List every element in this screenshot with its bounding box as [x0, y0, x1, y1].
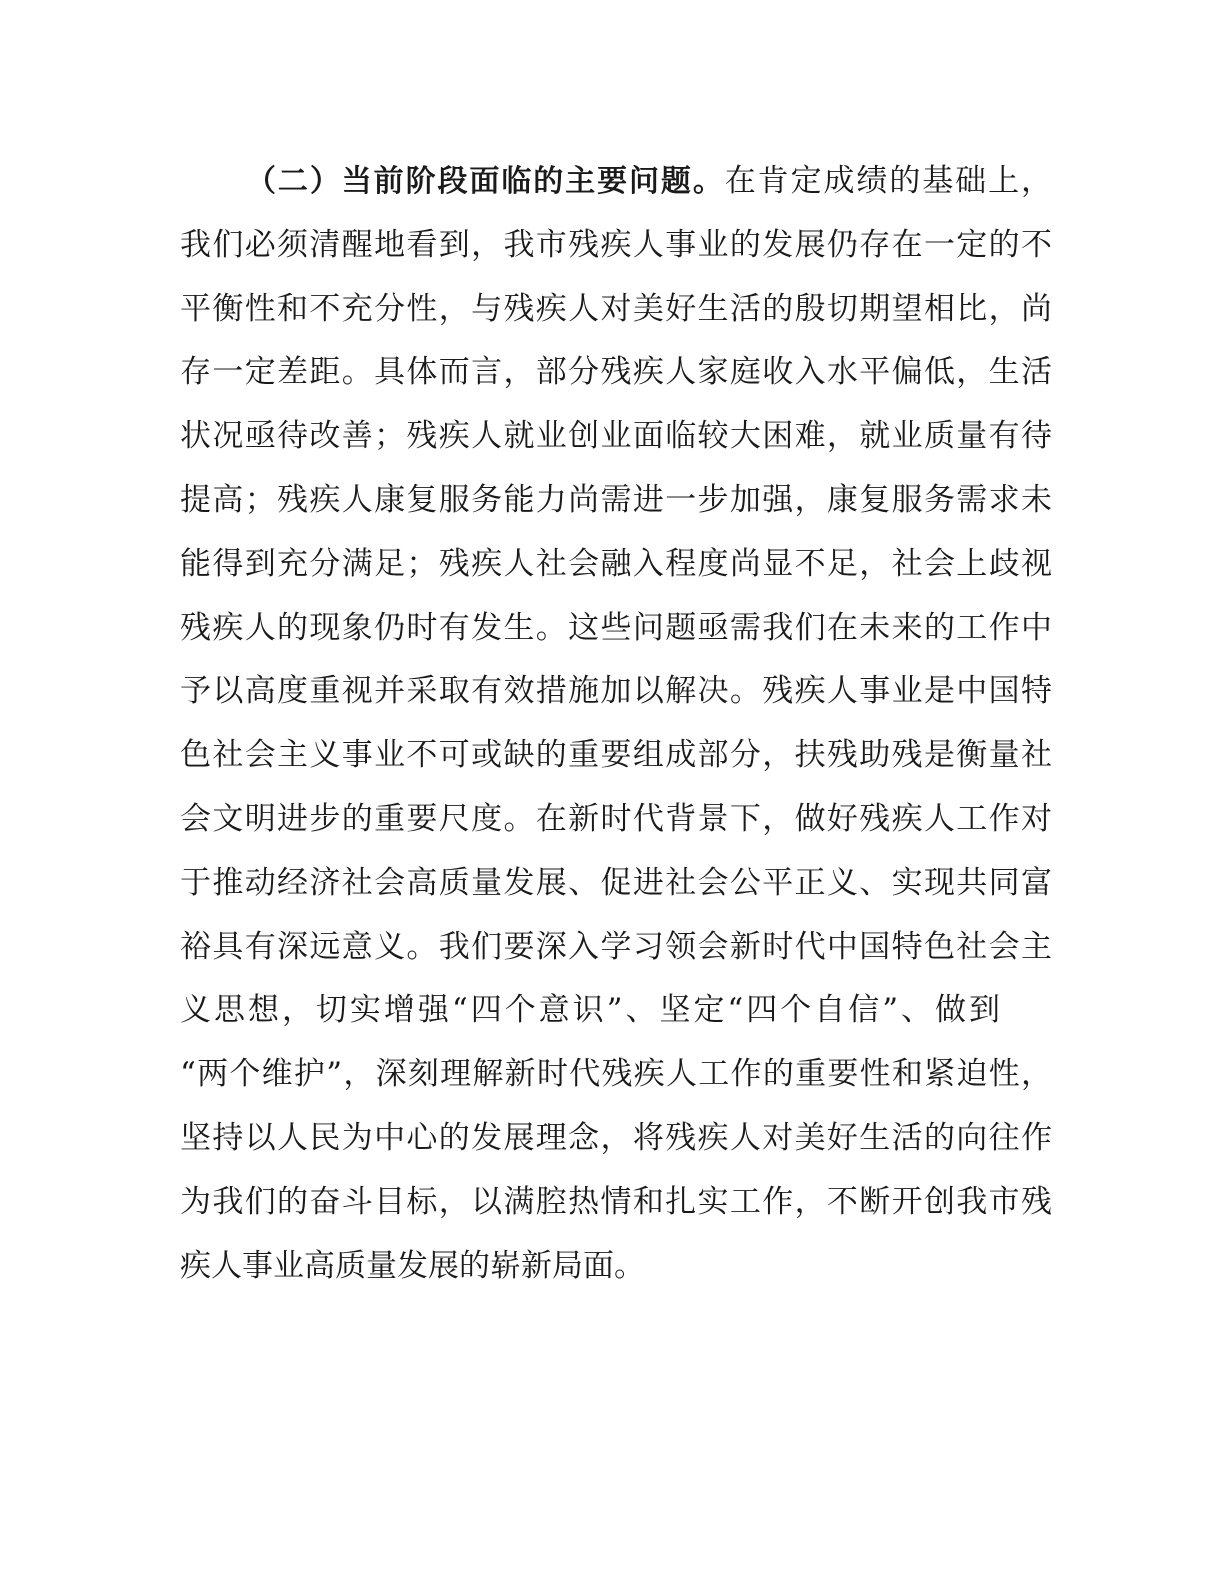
paragraph-line: 平衡性和不充分性，与残疾人对美好生活的殷切期望相比，尚 [180, 290, 1052, 327]
paragraph-line: 裕具有深远意义。我们要深入学习领会新时代中国特色社会主 [180, 928, 1052, 965]
paragraph-line: 为我们的奋斗目标，以满腔热情和扎实工作，不断开创我市残 [180, 1183, 1052, 1220]
section-heading: （二）当前阶段面临的主要问题。 [246, 164, 725, 199]
paragraph-line: 坚持以人民为中心的发展理念，将残疾人对美好生活的向往作 [180, 1119, 1052, 1156]
paragraph-line: 义思想，切实增强“四个意识”、坚定“四个自信”、做到 [180, 992, 1000, 1029]
paragraph-line: 色社会主义事业不可或缺的重要组成部分，扶残助残是衡量社 [180, 737, 1052, 774]
paragraph-line: “两个维护”，深刻理解新时代残疾人工作的重要性和紧迫性， [180, 1056, 1052, 1093]
body-paragraph [180, 150, 1052, 1298]
paragraph-line: 于推动经济社会高质量发展、促进社会公平正义、实现共同富 [180, 864, 1052, 901]
paragraph-line: 会文明进步的重要尺度。在新时代背景下，做好残疾人工作对 [180, 800, 1052, 837]
paragraph-line: 予以高度重视并采取有效措施加以解决。残疾人事业是中国特 [180, 673, 1052, 710]
paragraph-line: 提高；残疾人康复服务能力尚需进一步加强，康复服务需求未 [180, 481, 1052, 518]
paragraph-line: 状况亟待改善；残疾人就业创业面临较大困难，就业质量有待 [180, 418, 1052, 455]
paragraph-line: 我们必须清醒地看到，我市残疾人事业的发展仍存在一定的不 [180, 226, 1052, 263]
paragraph-line-1 [180, 150, 1052, 214]
paragraph-line: 能得到充分满足；残疾人社会融入程度尚显不足，社会上歧视 [180, 545, 1052, 582]
paragraph-line-last: 疾人事业高质量发展的崭新局面。 [180, 1247, 645, 1284]
paragraph-line: 残疾人的现象仍时有发生。这些问题亟需我们在未来的工作中 [180, 609, 1052, 646]
paragraph-text: 在肯定成绩的基础上， [724, 163, 1052, 199]
paragraph-line: 存一定差距。具体而言，部分残疾人家庭收入水平偏低，生活 [180, 354, 1052, 391]
